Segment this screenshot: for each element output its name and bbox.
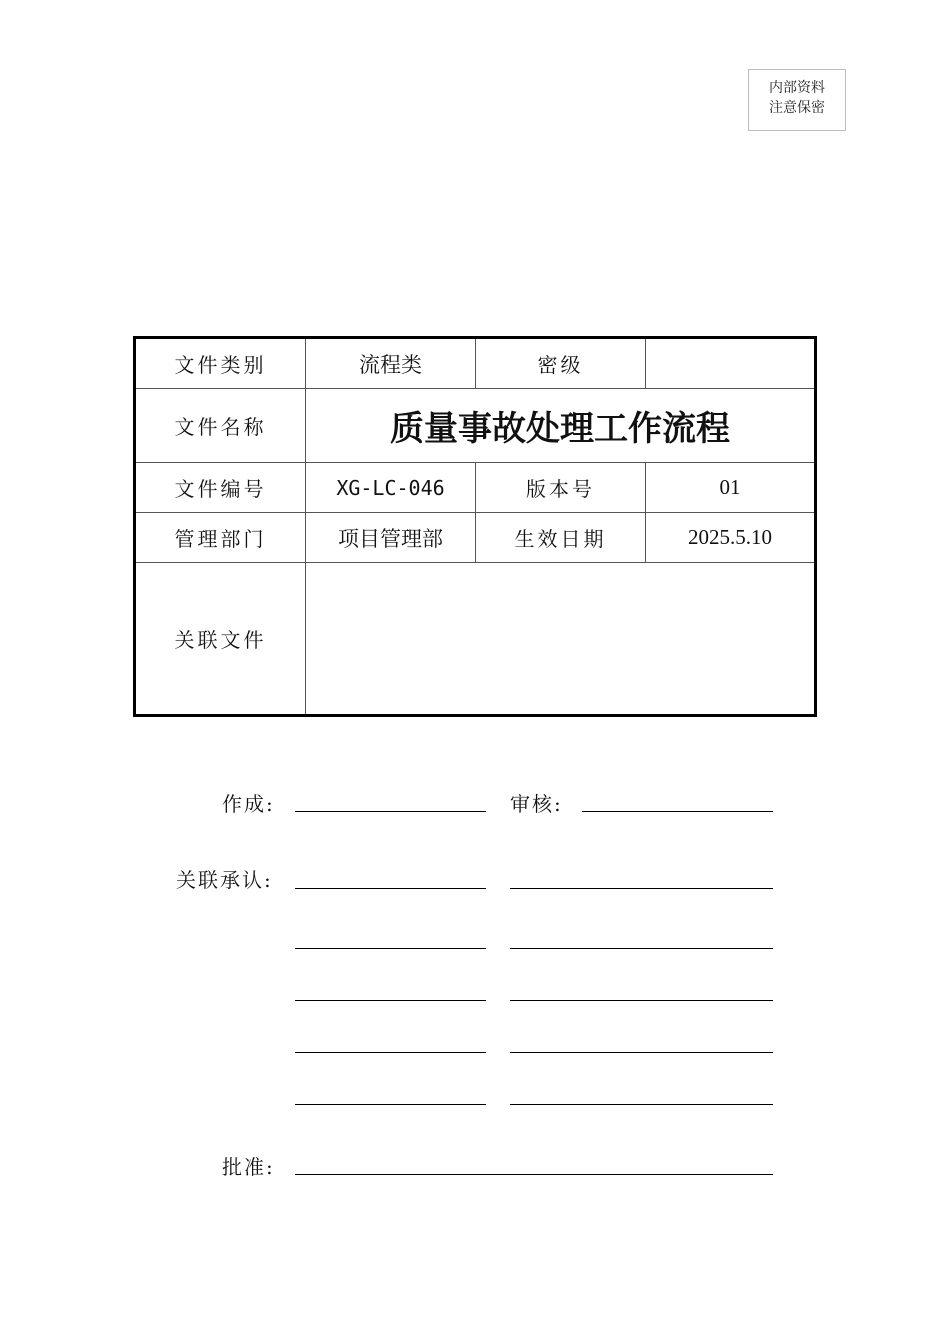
table-row: [135, 338, 816, 389]
approval-line-left[interactable]: [295, 948, 486, 949]
review-label: 审核:: [510, 792, 563, 816]
effective-label: 生效日期: [476, 513, 646, 563]
related-label: 关联文件: [135, 563, 306, 716]
number-value: XG-LC-046: [306, 463, 476, 513]
dept-value: 项目管理部: [306, 513, 476, 563]
approval-line-left[interactable]: [295, 1000, 486, 1001]
approval-line-right[interactable]: [510, 1104, 773, 1105]
category-value: 流程类: [306, 338, 476, 389]
secrecy-label: 密级: [476, 338, 646, 389]
version-value: 01: [646, 463, 816, 513]
version-label: 版本号: [476, 463, 646, 513]
secrecy-value: [646, 338, 816, 389]
author-line[interactable]: [295, 811, 486, 812]
approval-line-left[interactable]: [295, 1104, 486, 1105]
confidential-stamp: [748, 69, 846, 131]
approval-line-left[interactable]: [295, 1052, 486, 1053]
stamp-line-2: 注意保密: [769, 100, 825, 116]
approval-line-left[interactable]: [295, 888, 486, 889]
approval-line-right[interactable]: [510, 888, 773, 889]
number-label: 文件编号: [135, 463, 306, 513]
dept-label: 管理部门: [135, 513, 306, 563]
approval-line-right[interactable]: [510, 1052, 773, 1053]
author-label: 作成:: [222, 792, 275, 816]
table-row: [135, 463, 816, 513]
effective-value: 2025.5.10: [646, 513, 816, 563]
name-label: 文件名称: [135, 389, 306, 463]
document-title: 质量事故处理工作流程: [306, 389, 816, 463]
approval-line-right[interactable]: [510, 1000, 773, 1001]
related-value: [306, 563, 816, 716]
document-info-table: [133, 336, 817, 717]
table-row: [135, 513, 816, 563]
approval-line-right[interactable]: [510, 948, 773, 949]
approve-line[interactable]: [295, 1174, 773, 1175]
table-row: [135, 563, 816, 716]
stamp-line-1: 内部资料: [769, 80, 825, 96]
approve-label: 批准:: [222, 1155, 275, 1179]
category-label: 文件类别: [135, 338, 306, 389]
table-row: [135, 389, 816, 463]
review-line[interactable]: [582, 811, 773, 812]
related-approval-label: 关联承认:: [176, 868, 273, 892]
